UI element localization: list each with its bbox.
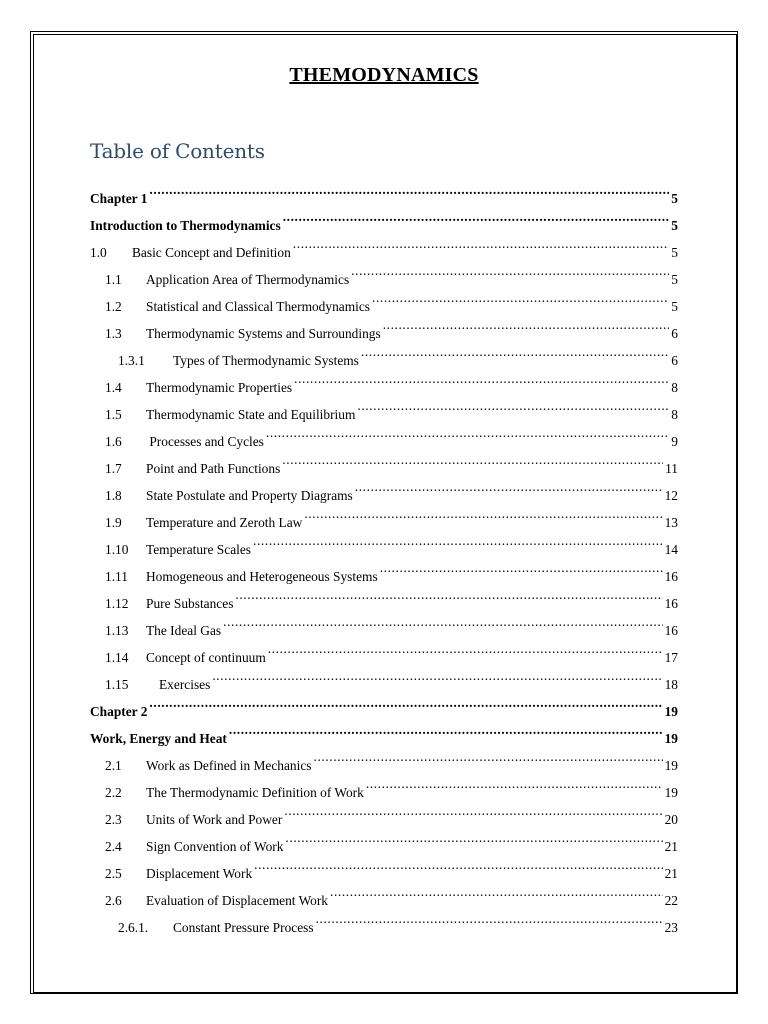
toc-entry-label: Displacement Work bbox=[146, 866, 253, 881]
toc-entry-label: Constant Pressure Process bbox=[173, 920, 314, 935]
toc-entry-page: 23 bbox=[664, 920, 678, 935]
toc-entry-page: 19 bbox=[664, 758, 678, 773]
toc-entry-label: Work, Energy and Heat bbox=[90, 731, 227, 746]
toc-entry-number: 1.1 bbox=[105, 272, 122, 287]
toc-dot-leader bbox=[357, 392, 669, 419]
toc-entry-label: Exercises bbox=[159, 677, 211, 692]
toc-entry-number: 1.6 bbox=[105, 434, 122, 449]
toc-entry-label: Application Area of Thermodynamics bbox=[146, 272, 350, 287]
toc-dot-leader bbox=[283, 203, 670, 230]
toc-entry-number: 2.5 bbox=[105, 866, 122, 881]
toc-entry-label: Work as Defined in Mechanics bbox=[146, 758, 312, 773]
toc-dot-leader bbox=[285, 824, 662, 851]
toc-entry-number: 1.15 bbox=[105, 677, 129, 692]
toc-entry-label: Homogeneous and Heterogeneous Systems bbox=[146, 569, 378, 584]
toc-dot-leader bbox=[294, 365, 669, 392]
toc-entry-number: 1.11 bbox=[105, 569, 128, 584]
toc-entry[interactable] bbox=[90, 716, 678, 746]
toc-entry-label: Types of Thermodynamic Systems bbox=[173, 353, 359, 368]
toc-dot-leader bbox=[149, 176, 669, 203]
toc-entry-number: 2.3 bbox=[105, 812, 122, 827]
toc-entry-label: The Ideal Gas bbox=[146, 623, 222, 638]
toc-entry-page: 19 bbox=[664, 731, 678, 746]
toc-entry-number: 1.14 bbox=[105, 650, 129, 665]
toc-dot-leader bbox=[266, 419, 669, 446]
toc-entry-page: 16 bbox=[664, 596, 678, 611]
toc-entry-label: Thermodynamic Properties bbox=[146, 380, 293, 395]
toc-entry-page: 21 bbox=[664, 839, 678, 854]
toc-entry-page: 6 bbox=[671, 326, 678, 341]
table-of-contents bbox=[90, 176, 678, 935]
toc-dot-leader bbox=[223, 608, 663, 635]
toc-dot-leader bbox=[316, 905, 663, 932]
toc-entry-number: 1.2 bbox=[105, 299, 122, 314]
toc-entry-number: 1.13 bbox=[105, 623, 129, 638]
toc-entry[interactable] bbox=[90, 203, 678, 233]
toc-entry-label: Introduction to Thermodynamics bbox=[90, 218, 281, 233]
toc-entry-label: Chapter 1 bbox=[90, 191, 148, 206]
toc-entry-page: 18 bbox=[664, 677, 678, 692]
document-title: THEMODYNAMICS bbox=[289, 64, 479, 86]
toc-dot-leader bbox=[355, 473, 663, 500]
toc-entry-page: 20 bbox=[664, 812, 678, 827]
toc-dot-leader bbox=[372, 284, 669, 311]
toc-entry-label: Processes and Cycles bbox=[146, 434, 264, 449]
toc-entry-number: 2.1 bbox=[105, 758, 122, 773]
toc-dot-leader bbox=[366, 770, 663, 797]
toc-entry-label: Point and Path Functions bbox=[146, 461, 281, 476]
toc-dot-leader bbox=[330, 878, 663, 905]
toc-dot-leader bbox=[361, 338, 669, 365]
toc-entry-page: 21 bbox=[664, 866, 678, 881]
toc-entry-number: 2.2 bbox=[105, 785, 122, 800]
toc-entry-page: 5 bbox=[671, 218, 678, 233]
toc-entry-page: 9 bbox=[671, 434, 678, 449]
toc-entry-page: 5 bbox=[671, 299, 678, 314]
toc-entry-page: 6 bbox=[671, 353, 678, 368]
toc-entry-number: 1.0 bbox=[90, 245, 107, 260]
toc-entry-label: Concept of continuum bbox=[146, 650, 266, 665]
toc-entry-page: 22 bbox=[664, 893, 678, 908]
toc-entry-number: 2.6.1. bbox=[118, 920, 149, 935]
toc-entry-label: Basic Concept and Definition bbox=[132, 245, 291, 260]
toc-entry-page: 19 bbox=[664, 785, 678, 800]
toc-dot-leader bbox=[284, 797, 662, 824]
toc-dot-leader bbox=[268, 635, 663, 662]
toc-dot-leader bbox=[351, 257, 669, 284]
toc-entry-number: 1.5 bbox=[105, 407, 122, 422]
toc-entry-page: 5 bbox=[671, 191, 678, 206]
toc-dot-leader bbox=[212, 662, 662, 689]
toc-entry-label: The Thermodynamic Definition of Work bbox=[146, 785, 364, 800]
toc-entry-label: Temperature and Zeroth Law bbox=[146, 515, 303, 530]
toc-entry-label: Pure Substances bbox=[146, 596, 234, 611]
toc-dot-leader bbox=[149, 689, 662, 716]
toc-entry-number: 1.4 bbox=[105, 380, 122, 395]
toc-entry-label: Temperature Scales bbox=[146, 542, 252, 557]
toc-entry-number: 2.6 bbox=[105, 893, 122, 908]
toc-entry-label: Evaluation of Displacement Work bbox=[146, 893, 329, 908]
toc-entry-page: 11 bbox=[665, 461, 678, 476]
toc-dot-leader bbox=[293, 230, 670, 257]
toc-entry[interactable] bbox=[90, 176, 678, 206]
toc-entry-number: 1.9 bbox=[105, 515, 122, 530]
toc-dot-leader bbox=[383, 311, 670, 338]
toc-entry-label: Thermodynamic Systems and Surroundings bbox=[146, 326, 381, 341]
toc-entry-number: 1.10 bbox=[105, 542, 129, 557]
toc-entry-page: 12 bbox=[664, 488, 678, 503]
toc-entry-page: 8 bbox=[671, 380, 678, 395]
toc-entry-number: 1.3.1 bbox=[118, 353, 145, 368]
toc-entry-label: Units of Work and Power bbox=[146, 812, 283, 827]
toc-entry-page: 5 bbox=[671, 272, 678, 287]
toc-dot-leader bbox=[254, 851, 662, 878]
toc-entry-page: 19 bbox=[664, 704, 678, 719]
toc-dot-leader bbox=[314, 743, 663, 770]
toc-entry-number: 1.8 bbox=[105, 488, 122, 503]
toc-entry-number: 1.7 bbox=[105, 461, 122, 476]
toc-entry-label: State Postulate and Property Diagrams bbox=[146, 488, 353, 503]
toc-entry-page: 16 bbox=[664, 623, 678, 638]
toc-entry-label: Sign Convention of Work bbox=[146, 839, 284, 854]
toc-entry-page: 8 bbox=[671, 407, 678, 422]
toc-dot-leader bbox=[229, 716, 663, 743]
toc-entry[interactable] bbox=[90, 689, 678, 719]
toc-entry-number: 1.3 bbox=[105, 326, 122, 341]
toc-dot-leader bbox=[282, 446, 663, 473]
toc-entry-page: 14 bbox=[664, 542, 678, 557]
toc-entry-number: 1.12 bbox=[105, 596, 129, 611]
toc-dot-leader bbox=[304, 500, 662, 527]
toc-entry-page: 13 bbox=[664, 515, 678, 530]
toc-entry-page: 5 bbox=[671, 245, 678, 260]
toc-dot-leader bbox=[253, 527, 663, 554]
toc-dot-leader bbox=[235, 581, 662, 608]
toc-entry-page: 16 bbox=[664, 569, 678, 584]
toc-dot-leader bbox=[380, 554, 663, 581]
toc-entry-label: Chapter 2 bbox=[90, 704, 148, 719]
toc-entry-label: Statistical and Classical Thermodynamics bbox=[146, 299, 370, 314]
toc-entry-page: 17 bbox=[664, 650, 678, 665]
toc-heading: Table of Contents bbox=[90, 139, 265, 163]
toc-entry-label: Thermodynamic State and Equilibrium bbox=[146, 407, 356, 422]
toc-entry-number: 2.4 bbox=[105, 839, 122, 854]
